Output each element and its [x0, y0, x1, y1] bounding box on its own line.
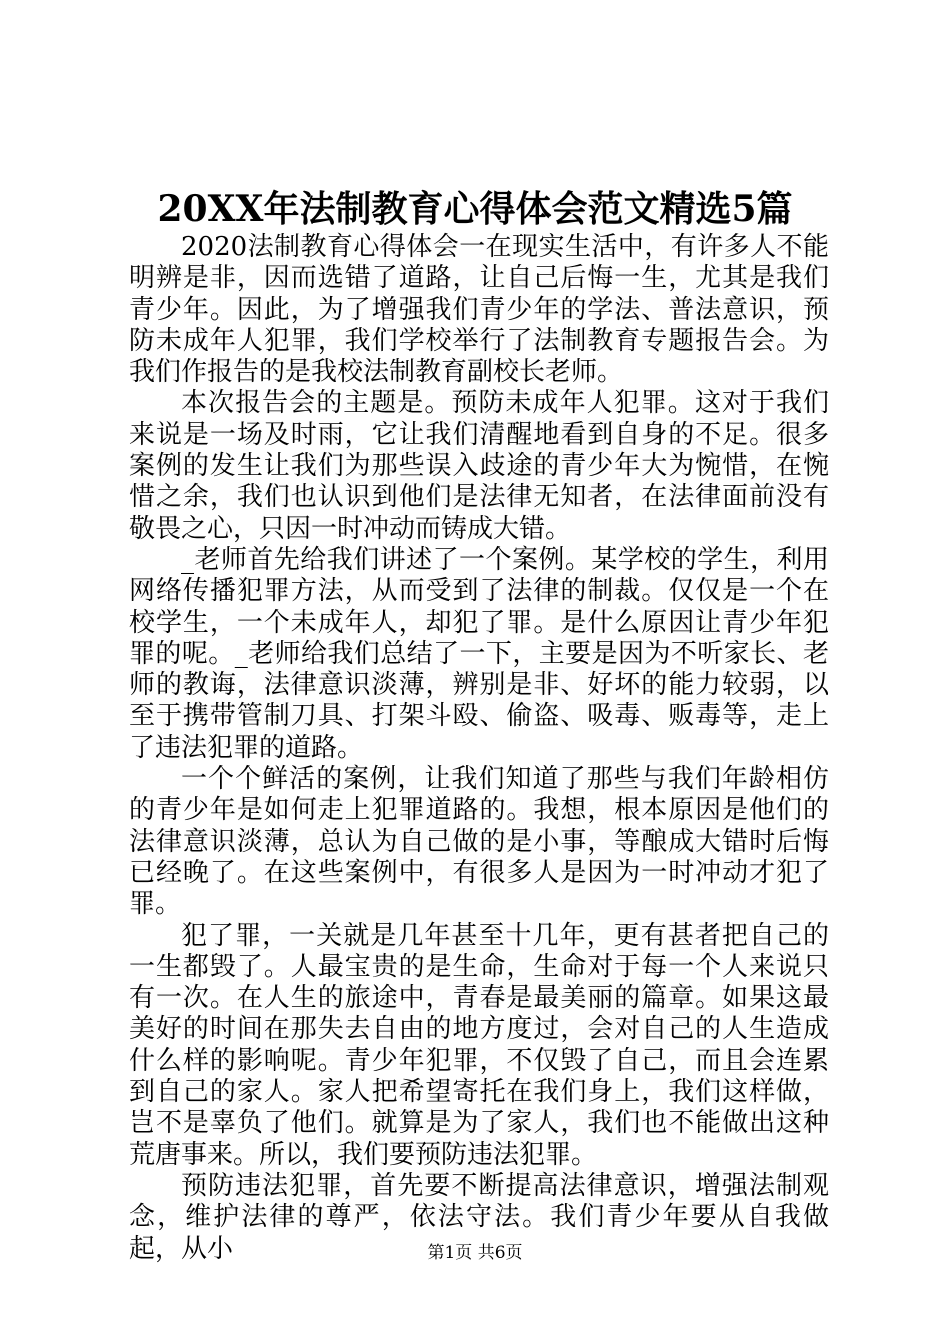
document-body — [129, 232, 829, 1265]
paragraph-1: 2020法制教育心得体会一在现实生活中，有许多人不能明辨是非，因而选错了道路，让自己后悔一生，尤其是我们青少年。因此，为了增强我们青少年的学法、普法意识，预防未成年人犯罪，我们学校举行了法制教育专题报告会。为我们作报告的是我校法制教育副校长老师。 — [129, 232, 829, 388]
paragraph-5: 犯了罪，一关就是几年甚至十几年，更有甚者把自己的一生都毁了。人最宝贵的是生命，生命对于每一个人来说只有一次。在人生的旅途中，青春是最美丽的篇章。如果这最美好的时间在那失去自由的地方度过，会对自己的人生造成什么样的影响呢。青少年犯罪，不仅毁了自己，而且会连累到自己的家人。家人把希望寄托在我们身上，我们这样做，岂不是辜负了他们。就算是为了家人，我们也不能做出这种荒唐事来。所以，我们要预防违法犯罪。 — [129, 920, 829, 1170]
paragraph-3: _老师首先给我们讲述了一个案例。某学校的学生，利用网络传播犯罪方法，从而受到了法律的制裁。仅仅是一个在校学生，一个未成年人，却犯了罪。是什么原因让青少年犯罪的呢。_老师给我们总结了一下，主要是因为不听家长、老师的教诲，法律意识淡薄，辨别是非、好坏的能力较弱，以至于携带管制刀具、打架斗殴、偷盗、吸毒、贩毒等，走上了违法犯罪的道路。 — [129, 544, 829, 763]
document-title: 20XX年法制教育心得体会范文精选5篇 — [157, 188, 793, 230]
paragraph-4: 一个个鲜活的案例，让我们知道了那些与我们年龄相仿的青少年是如何走上犯罪道路的。我想，根本原因是他们的法律意识淡薄，总认为自己做的是小事，等酿成大错时后悔已经晚了。在这些案例中，有很多人是因为一时冲动才犯了罪。 — [129, 764, 829, 920]
paragraph-6: 预防违法犯罪，首先要不断提高法律意识，增强法制观念，维护法律的尊严，依法守法。我们青少年要从自我做起，从小 — [129, 1170, 829, 1264]
page-number-footer: 第1页 共6页 — [427, 1243, 523, 1263]
paragraph-2: 本次报告会的主题是。预防未成年人犯罪。这对于我们来说是一场及时雨，它让我们清醒地看到自身的不足。很多案例的发生让我们为那些误入歧途的青少年大为惋惜，在惋惜之余，我们也认识到他们是法律无知者，在法律面前没有敬畏之心，只因一时冲动而铸成大错。 — [129, 388, 829, 544]
